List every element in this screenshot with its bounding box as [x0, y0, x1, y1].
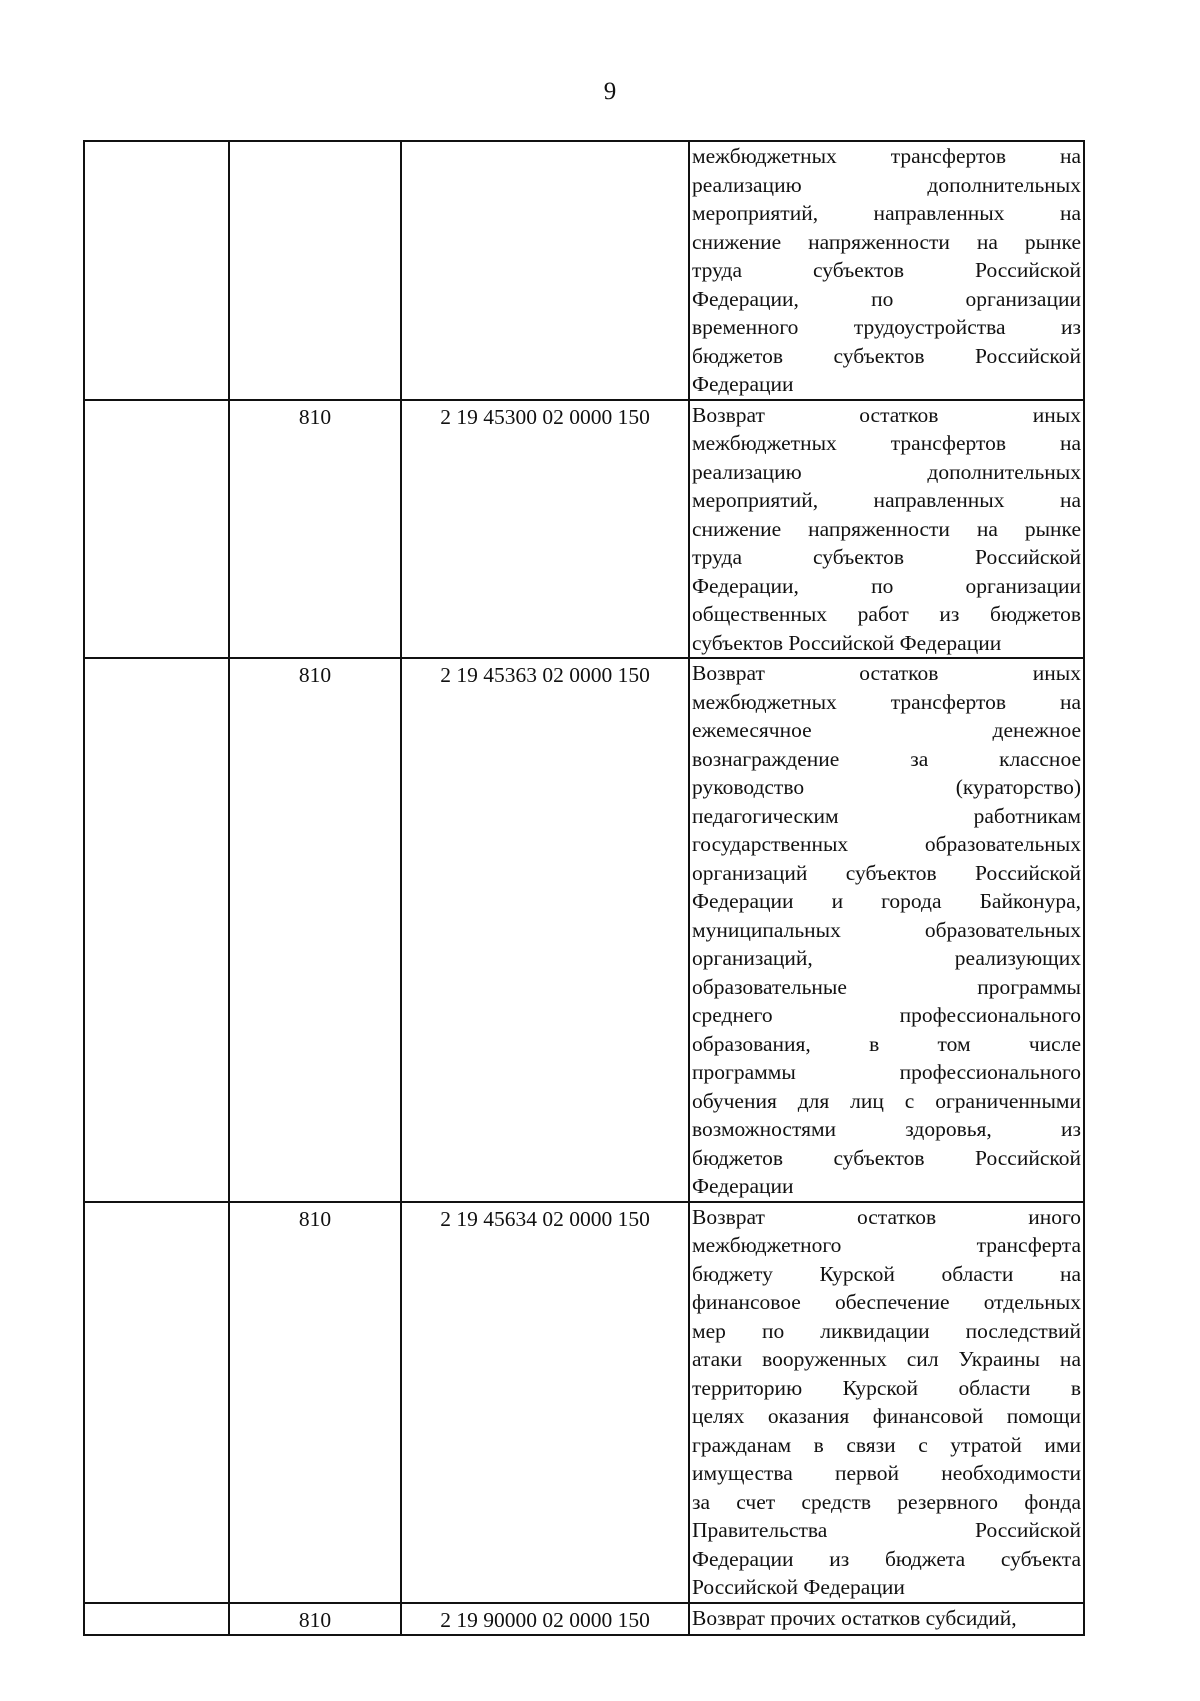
cell-budget-classification-code: 2 19 45300 02 0000 150	[401, 400, 689, 659]
description-line: мер по ликвидации последствий	[692, 1318, 1081, 1343]
budget-codes-table	[83, 140, 1085, 1636]
cell-budget-classification-code: 2 19 45634 02 0000 150	[401, 1202, 689, 1603]
description-line: реализацию дополнительных	[692, 459, 1081, 484]
cell-budget-classification-code: 2 19 45363 02 0000 150	[401, 658, 689, 1202]
description-line: Федерации	[692, 372, 794, 396]
table-row	[84, 141, 1084, 400]
description-line: Правительства Российской	[692, 1518, 1081, 1542]
cell-description	[689, 658, 1084, 1202]
description-line: программы профессионального	[692, 1060, 1081, 1084]
description-line: государственных образовательных	[692, 832, 1081, 856]
description-line: руководство (кураторство)	[692, 775, 1081, 799]
description-line: возможностями здоровья, из	[692, 1117, 1081, 1141]
description-line: Федерации из бюджета субъекта	[692, 1546, 1081, 1571]
cell-blank	[84, 141, 229, 400]
description-line: межбюджетных трансфертов на	[692, 689, 1081, 714]
description-line: образовательные программы	[692, 974, 1081, 999]
cell-budget-classification-code: 2 19 90000 02 0000 150	[401, 1603, 689, 1636]
cell-description	[689, 141, 1084, 400]
cell-admin-code	[229, 141, 401, 400]
description-line: Возврат остатков иных	[692, 661, 1081, 685]
description-line: межбюджетного трансферта	[692, 1233, 1081, 1257]
table-row	[84, 1202, 1084, 1603]
description-line: бюджетов субъектов Российской	[692, 1145, 1081, 1170]
description-line: образования, в том числе	[692, 1031, 1081, 1056]
description-line: за счет средств резервного фонда	[692, 1489, 1081, 1514]
description-line: мероприятий, направленных на	[692, 201, 1081, 225]
description-line: территорию Курской области в	[692, 1375, 1081, 1400]
description-line: атаки вооруженных сил Украины на	[692, 1347, 1081, 1371]
cell-admin-code: 810	[229, 1202, 401, 1603]
description-line: Федерации и города Байконура,	[692, 889, 1081, 913]
cell-description	[689, 400, 1084, 659]
table-body	[84, 141, 1084, 1635]
description-line: Федерации, по организации	[692, 573, 1081, 598]
table-row	[84, 400, 1084, 659]
description-line: гражданам в связи с утратой ими	[692, 1432, 1081, 1457]
description-line: среднего профессионального	[692, 1003, 1081, 1027]
table-row	[84, 658, 1084, 1202]
cell-blank	[84, 1603, 229, 1636]
description-line: Федерации	[692, 1174, 794, 1198]
description-line: общественных работ из бюджетов	[692, 602, 1081, 626]
description-line: межбюджетных трансфертов на	[692, 431, 1081, 455]
cell-description	[689, 1603, 1084, 1636]
table-row	[84, 1603, 1084, 1636]
description-line: Федерации, по организации	[692, 286, 1081, 311]
description-line: снижение напряженности на рынке	[692, 516, 1081, 541]
description-line: субъектов Российской Федерации	[692, 630, 1002, 655]
description-line: Возврат остатков иных	[692, 402, 1081, 427]
description-line: временного трудоустройства из	[692, 315, 1081, 339]
page-number: 9	[603, 78, 617, 105]
description-line: организаций субъектов Российской	[692, 860, 1081, 885]
cell-blank	[84, 400, 229, 659]
description-line: обучения для лиц с ограниченными	[692, 1088, 1081, 1113]
cell-admin-code: 810	[229, 400, 401, 659]
cell-blank	[84, 1202, 229, 1603]
description-line: целях оказания финансовой помощи	[692, 1404, 1081, 1428]
description-line: вознаграждение за классное	[692, 746, 1081, 771]
description-line: реализацию дополнительных	[692, 172, 1081, 197]
cell-admin-code: 810	[229, 1603, 401, 1636]
description-line: мероприятий, направленных на	[692, 488, 1081, 512]
description-line: бюджету Курской области на	[692, 1261, 1081, 1286]
cell-budget-classification-code	[401, 141, 689, 400]
description-line: снижение напряженности на рынке	[692, 229, 1081, 254]
description-line: финансовое обеспечение отдельных	[692, 1290, 1081, 1314]
description-line: ежемесячное денежное	[692, 718, 1081, 742]
description-line: межбюджетных трансфертов на	[692, 144, 1081, 168]
cell-admin-code: 810	[229, 658, 401, 1202]
description-line: имущества первой необходимости	[692, 1461, 1081, 1485]
description-line: педагогическим работникам	[692, 803, 1081, 828]
description-line: муниципальных образовательных	[692, 917, 1081, 942]
description-line: Возврат прочих остатков субсидий,	[692, 1605, 1017, 1630]
description-line: труда субъектов Российской	[692, 258, 1081, 282]
description-line: Российской Федерации	[692, 1575, 905, 1599]
description-line: бюджетов субъектов Российской	[692, 343, 1081, 368]
description-line: Возврат остатков иного	[692, 1204, 1081, 1229]
cell-description	[689, 1202, 1084, 1603]
cell-blank	[84, 658, 229, 1202]
description-line: организаций, реализующих	[692, 946, 1081, 970]
description-line: труда субъектов Российской	[692, 545, 1081, 569]
